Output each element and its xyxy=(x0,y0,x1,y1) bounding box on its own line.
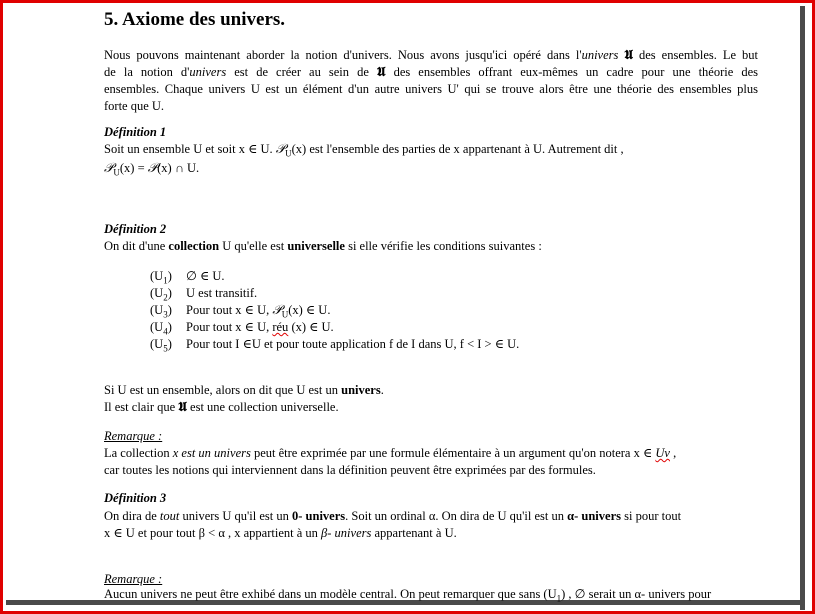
section-title: 5. Axiome des univers. xyxy=(104,9,286,30)
definition-2-lead: On dit d'une collection U qu'elle est universelle si elle vérifie les conditions suivantes : xyxy=(104,239,542,253)
definition-1-line-2: 𝒫$_U$(x) = 𝒫(x) ∩ U. xyxy=(104,161,200,178)
intro-line-4: forte que U. xyxy=(104,99,165,113)
intro-line-1: Nous pouvons maintenant aborder la notion d'univers. Nous avons jusqu'ici opéré dans l'univers 𝖀 des ensembles. Le but xyxy=(104,48,759,63)
condition-u4: $(U_4)$ Pour tout x ∈ U, réu (x) ∈ U. xyxy=(150,320,334,337)
definition-3-heading: Définition 3 xyxy=(104,491,167,505)
remark-1-heading: Remarque : xyxy=(104,429,163,443)
condition-u1: $(U_1)$ ∅ ∈ U. xyxy=(150,269,225,286)
remark-2-line-1: Aucun univers ne peut être exhibé dans un modèle central. On peut remarquer que sans $(U_1)$ , ∅ serait un α- univers pour xyxy=(104,587,712,604)
definition-2-heading: Définition 2 xyxy=(104,222,167,236)
page-shadow-right xyxy=(800,6,805,610)
intro-line-3: ensembles. Chaque univers U est un élément d'un autre univers U' qui se trouve alors être une théorie des ensembles plus xyxy=(104,82,758,96)
intro-line-2: de la notion d'univers est de créer au sein de 𝖀 des ensembles offrant eux-mêmes un cadre pour une théorie des xyxy=(104,65,758,80)
definition-1-heading: Définition 1 xyxy=(104,125,167,139)
condition-u2: $(U_2)$ U est transitif. xyxy=(150,286,258,303)
definition-3-line-2: x ∈ U et pour tout β < α , x appartient à un β- univers appartenant à U. xyxy=(104,526,457,540)
universe-definition-line-1: Si U est un ensemble, alors on dit que U est un univers. xyxy=(104,383,384,397)
condition-u3: $(U_3)$ Pour tout x ∈ U, 𝒫$_U$(x) ∈ U. xyxy=(150,303,331,320)
remark-1-line-1: La collection x est un univers peut être exprimée par une formule élémentaire à un argument qu'on notera x ∈ Uv , xyxy=(104,446,677,460)
universe-definition-line-2: Il est clair que 𝖀 est une collection universelle. xyxy=(104,400,339,415)
remark-2-heading: Remarque : xyxy=(104,572,163,586)
condition-u5: $(U_5)$ Pour tout I ∈U et pour toute application f de I dans U, f < I > ∈ U. xyxy=(150,337,520,354)
definition-1-line-1: Soit un ensemble U et soit x ∈ U. 𝒫$_U$(x) est l'ensemble des parties de x appartenant à U. Autrement dit , xyxy=(104,142,624,159)
definition-3-line-1: On dira de tout univers U qu'il est un 0- univers. Soit un ordinal α. On dira de U qu'il est un α- univers si pour tout xyxy=(104,509,682,523)
remark-1-line-2: car toutes les notions qui interviennent dans la définition peuvent être exprimées par des formules. xyxy=(104,463,596,477)
